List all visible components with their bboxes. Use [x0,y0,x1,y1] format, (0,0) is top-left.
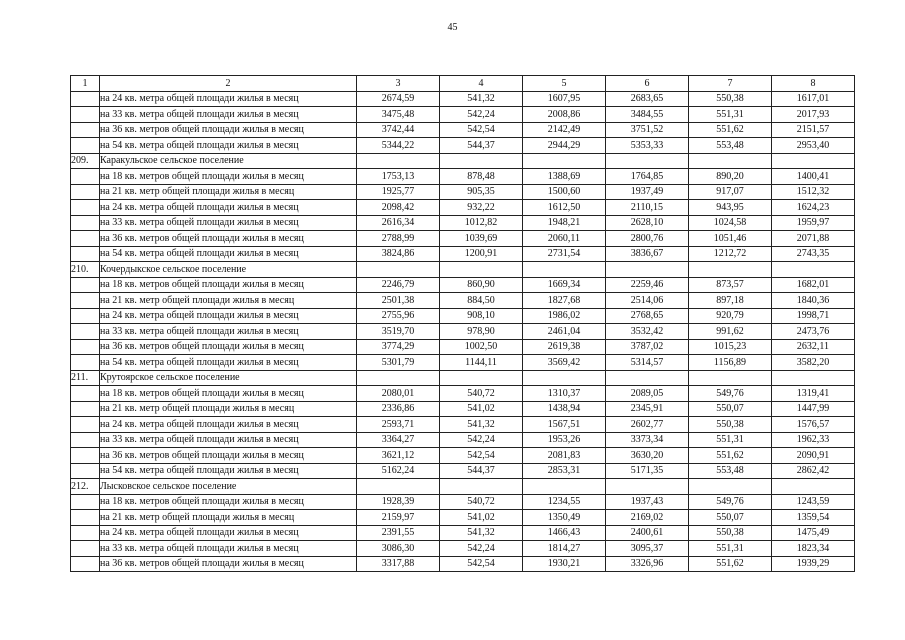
value-cell: 3751,52 [606,122,689,138]
value-cell: 1156,89 [689,355,772,371]
header-row [71,76,855,92]
table-row [71,417,855,433]
table-row [71,510,855,526]
value-cell: 897,18 [689,293,772,309]
value-cell: 3317,88 [357,556,440,572]
value-cell: 2683,65 [606,91,689,107]
value-cell: 2853,31 [523,463,606,479]
value-cell: 540,72 [440,386,523,402]
row-number-cell [71,138,100,154]
value-cell: 1669,34 [523,277,606,293]
value-cell: 542,54 [440,448,523,464]
row-label: на 54 кв. метра общей площади жилья в месяц [100,463,357,479]
value-cell: 1475,49 [772,525,855,541]
value-cell: 3519,70 [357,324,440,340]
table-row [71,293,855,309]
value-cell: 551,62 [689,122,772,138]
value-cell: 1388,69 [523,169,606,185]
column-header: 3 [357,76,440,92]
value-cell: 1925,77 [357,184,440,200]
value-cell: 1012,82 [440,215,523,231]
value-cell: 2602,77 [606,417,689,433]
value-cell: 5171,35 [606,463,689,479]
row-label: на 24 кв. метра общей площади жилья в месяц [100,417,357,433]
value-cell: 1753,13 [357,169,440,185]
row-label: на 24 кв. метра общей площади жилья в месяц [100,308,357,324]
value-cell: 2501,38 [357,293,440,309]
value-cell: 2788,99 [357,231,440,247]
empty-cell [440,153,523,169]
value-cell: 1823,34 [772,541,855,557]
value-cell: 542,54 [440,556,523,572]
value-cell: 541,32 [440,417,523,433]
empty-cell [772,153,855,169]
value-cell: 551,31 [689,432,772,448]
value-cell: 3824,86 [357,246,440,262]
column-header: 2 [100,76,357,92]
empty-cell [606,262,689,278]
section-title: Каракульское сельское поселение [100,153,357,169]
section-title: Крутоярское сельское поселение [100,370,357,386]
empty-cell [357,370,440,386]
table-row [71,386,855,402]
row-label: на 18 кв. метров общей площади жилья в месяц [100,277,357,293]
row-number-cell [71,417,100,433]
value-cell: 2081,83 [523,448,606,464]
value-cell: 3774,29 [357,339,440,355]
table-row [71,215,855,231]
row-number-cell [71,215,100,231]
value-cell: 3086,30 [357,541,440,557]
column-header: 4 [440,76,523,92]
section-number: 210. [71,262,100,278]
value-cell: 5314,57 [606,355,689,371]
row-number-cell [71,122,100,138]
value-cell: 5353,33 [606,138,689,154]
value-cell: 978,90 [440,324,523,340]
row-label: на 33 кв. метра общей площади жилья в месяц [100,324,357,340]
row-label: на 54 кв. метра общей площади жилья в месяц [100,246,357,262]
table-row [71,541,855,557]
value-cell: 1567,51 [523,417,606,433]
value-cell: 540,72 [440,494,523,510]
value-cell: 1576,57 [772,417,855,433]
value-cell: 1438,94 [523,401,606,417]
row-label: на 36 кв. метров общей площади жилья в месяц [100,448,357,464]
empty-cell [689,479,772,495]
value-cell: 1930,21 [523,556,606,572]
section-title: Лысковское сельское поселение [100,479,357,495]
row-number-cell [71,556,100,572]
row-label: на 18 кв. метров общей площади жилья в месяц [100,494,357,510]
empty-cell [689,262,772,278]
value-cell: 2089,05 [606,386,689,402]
value-cell: 2159,97 [357,510,440,526]
table-row [71,556,855,572]
table-row [71,107,855,123]
value-cell: 884,50 [440,293,523,309]
row-number-cell [71,184,100,200]
column-header: 5 [523,76,606,92]
table-row [71,138,855,154]
value-cell: 2017,93 [772,107,855,123]
empty-cell [523,153,606,169]
value-cell: 1937,49 [606,184,689,200]
row-label: на 21 кв. метр общей площади жилья в месяц [100,293,357,309]
value-cell: 3742,44 [357,122,440,138]
row-label: на 24 кв. метра общей площади жилья в месяц [100,525,357,541]
section-title: Кочердыкское сельское поселение [100,262,357,278]
table-row [71,432,855,448]
value-cell: 1764,85 [606,169,689,185]
value-cell: 2080,01 [357,386,440,402]
empty-cell [689,153,772,169]
value-cell: 890,20 [689,169,772,185]
table-row [71,324,855,340]
row-number-cell [71,339,100,355]
value-cell: 2514,06 [606,293,689,309]
value-cell: 917,07 [689,184,772,200]
value-cell: 2731,54 [523,246,606,262]
value-cell: 1928,39 [357,494,440,510]
empty-cell [357,153,440,169]
row-label: на 36 кв. метров общей площади жилья в месяц [100,122,357,138]
tariff-table [70,75,855,572]
value-cell: 2151,57 [772,122,855,138]
value-cell: 1962,33 [772,432,855,448]
value-cell: 1144,11 [440,355,523,371]
row-number-cell [71,494,100,510]
value-cell: 1617,01 [772,91,855,107]
value-cell: 541,32 [440,525,523,541]
value-cell: 873,57 [689,277,772,293]
row-label: на 36 кв. метров общей площади жилья в месяц [100,339,357,355]
value-cell: 1607,95 [523,91,606,107]
empty-cell [606,479,689,495]
value-cell: 1948,21 [523,215,606,231]
row-label: на 24 кв. метра общей площади жилья в месяц [100,200,357,216]
table-row [71,184,855,200]
column-header: 8 [772,76,855,92]
value-cell: 1015,23 [689,339,772,355]
value-cell: 1024,58 [689,215,772,231]
value-cell: 541,32 [440,91,523,107]
row-label: на 21 кв. метр общей площади жилья в месяц [100,184,357,200]
table-row [71,91,855,107]
value-cell: 3326,96 [606,556,689,572]
value-cell: 1986,02 [523,308,606,324]
value-cell: 1814,27 [523,541,606,557]
column-header: 1 [71,76,100,92]
row-number-cell [71,200,100,216]
value-cell: 3836,67 [606,246,689,262]
table-row [71,494,855,510]
table-row [71,169,855,185]
row-number-cell [71,246,100,262]
value-cell: 551,31 [689,107,772,123]
value-cell: 549,76 [689,386,772,402]
row-number-cell [71,231,100,247]
row-number-cell [71,541,100,557]
value-cell: 2953,40 [772,138,855,154]
empty-cell [606,370,689,386]
value-cell: 2768,65 [606,308,689,324]
value-cell: 3621,12 [357,448,440,464]
value-cell: 541,02 [440,401,523,417]
value-cell: 2391,55 [357,525,440,541]
value-cell: 553,48 [689,138,772,154]
value-cell: 553,48 [689,463,772,479]
row-number-cell [71,355,100,371]
row-number-cell [71,107,100,123]
row-label: на 24 кв. метра общей площади жилья в месяц [100,91,357,107]
value-cell: 2619,38 [523,339,606,355]
value-cell: 1953,26 [523,432,606,448]
value-cell: 905,35 [440,184,523,200]
row-label: на 33 кв. метра общей площади жилья в месяц [100,215,357,231]
value-cell: 1959,97 [772,215,855,231]
empty-cell [440,479,523,495]
value-cell: 2110,15 [606,200,689,216]
table-row [71,448,855,464]
table-row [71,277,855,293]
value-cell: 551,62 [689,448,772,464]
value-cell: 2060,11 [523,231,606,247]
value-cell: 1212,72 [689,246,772,262]
value-cell: 1512,32 [772,184,855,200]
value-cell: 1200,91 [440,246,523,262]
value-cell: 2473,76 [772,324,855,340]
table-row [71,463,855,479]
value-cell: 2169,02 [606,510,689,526]
value-cell: 2142,49 [523,122,606,138]
value-cell: 2259,46 [606,277,689,293]
value-cell: 932,22 [440,200,523,216]
table-row [71,246,855,262]
value-cell: 542,24 [440,541,523,557]
row-label: на 21 кв. метр общей площади жилья в месяц [100,401,357,417]
table-row [71,401,855,417]
row-number-cell [71,91,100,107]
row-number-cell [71,401,100,417]
value-cell: 2628,10 [606,215,689,231]
value-cell: 1002,50 [440,339,523,355]
value-cell: 860,90 [440,277,523,293]
value-cell: 2345,91 [606,401,689,417]
row-number-cell [71,277,100,293]
value-cell: 1682,01 [772,277,855,293]
value-cell: 3484,55 [606,107,689,123]
column-header: 7 [689,76,772,92]
empty-cell [357,262,440,278]
value-cell: 2632,11 [772,339,855,355]
value-cell: 1939,29 [772,556,855,572]
value-cell: 550,07 [689,510,772,526]
empty-cell [357,479,440,495]
row-label: на 36 кв. метров общей площади жилья в месяц [100,231,357,247]
value-cell: 3787,02 [606,339,689,355]
table-row [71,355,855,371]
value-cell: 2755,96 [357,308,440,324]
row-label: на 54 кв. метра общей площади жилья в месяц [100,355,357,371]
value-cell: 2800,76 [606,231,689,247]
value-cell: 3373,34 [606,432,689,448]
value-cell: 2461,04 [523,324,606,340]
value-cell: 550,38 [689,417,772,433]
empty-cell [772,262,855,278]
value-cell: 3364,27 [357,432,440,448]
value-cell: 1243,59 [772,494,855,510]
value-cell: 2743,35 [772,246,855,262]
value-cell: 2944,29 [523,138,606,154]
value-cell: 943,95 [689,200,772,216]
value-cell: 1447,99 [772,401,855,417]
row-label: на 21 кв. метр общей площади жилья в месяц [100,510,357,526]
empty-cell [689,370,772,386]
row-label: на 18 кв. метров общей площади жилья в месяц [100,386,357,402]
empty-cell [606,153,689,169]
value-cell: 2400,61 [606,525,689,541]
empty-cell [523,262,606,278]
page-number: 45 [447,22,458,33]
section-number: 209. [71,153,100,169]
empty-cell [772,370,855,386]
value-cell: 2616,34 [357,215,440,231]
value-cell: 2090,91 [772,448,855,464]
value-cell: 2674,59 [357,91,440,107]
row-label: на 18 кв. метров общей площади жилья в месяц [100,169,357,185]
value-cell: 542,24 [440,432,523,448]
row-number-cell [71,169,100,185]
value-cell: 1400,41 [772,169,855,185]
value-cell: 3475,48 [357,107,440,123]
row-label: на 36 кв. метров общей площади жилья в месяц [100,556,357,572]
value-cell: 550,38 [689,525,772,541]
row-number-cell [71,308,100,324]
column-header: 6 [606,76,689,92]
row-number-cell [71,386,100,402]
section-row [71,370,855,386]
value-cell: 1624,23 [772,200,855,216]
value-cell: 3532,42 [606,324,689,340]
section-number: 211. [71,370,100,386]
value-cell: 2098,42 [357,200,440,216]
row-label: на 33 кв. метра общей площади жилья в месяц [100,541,357,557]
value-cell: 1039,69 [440,231,523,247]
value-cell: 991,62 [689,324,772,340]
value-cell: 2862,42 [772,463,855,479]
row-number-cell [71,432,100,448]
value-cell: 1998,71 [772,308,855,324]
row-number-cell [71,448,100,464]
value-cell: 878,48 [440,169,523,185]
value-cell: 551,31 [689,541,772,557]
empty-cell [523,479,606,495]
section-row [71,262,855,278]
row-number-cell [71,463,100,479]
table-row [71,122,855,138]
value-cell: 1612,50 [523,200,606,216]
table-row [71,308,855,324]
table-row [71,200,855,216]
value-cell: 550,07 [689,401,772,417]
table-row [71,231,855,247]
value-cell: 544,37 [440,138,523,154]
value-cell: 2008,86 [523,107,606,123]
row-label: на 33 кв. метра общей площади жилья в месяц [100,432,357,448]
value-cell: 5301,79 [357,355,440,371]
value-cell: 1466,43 [523,525,606,541]
table-row [71,525,855,541]
row-label: на 54 кв. метра общей площади жилья в месяц [100,138,357,154]
value-cell: 541,02 [440,510,523,526]
value-cell: 542,54 [440,122,523,138]
empty-cell [440,262,523,278]
value-cell: 549,76 [689,494,772,510]
value-cell: 542,24 [440,107,523,123]
value-cell: 908,10 [440,308,523,324]
value-cell: 1500,60 [523,184,606,200]
value-cell: 2336,86 [357,401,440,417]
row-number-cell [71,510,100,526]
value-cell: 544,37 [440,463,523,479]
section-number: 212. [71,479,100,495]
value-cell: 2593,71 [357,417,440,433]
value-cell: 1827,68 [523,293,606,309]
row-number-cell [71,525,100,541]
value-cell: 1051,46 [689,231,772,247]
section-row [71,153,855,169]
value-cell: 5344,22 [357,138,440,154]
value-cell: 551,62 [689,556,772,572]
value-cell: 3630,20 [606,448,689,464]
value-cell: 1359,54 [772,510,855,526]
value-cell: 1310,37 [523,386,606,402]
value-cell: 3569,42 [523,355,606,371]
value-cell: 5162,24 [357,463,440,479]
value-cell: 1937,43 [606,494,689,510]
value-cell: 3095,37 [606,541,689,557]
empty-cell [772,479,855,495]
empty-cell [523,370,606,386]
value-cell: 2246,79 [357,277,440,293]
value-cell: 1350,49 [523,510,606,526]
empty-cell [440,370,523,386]
section-row [71,479,855,495]
value-cell: 550,38 [689,91,772,107]
value-cell: 920,79 [689,308,772,324]
row-number-cell [71,324,100,340]
row-label: на 33 кв. метра общей площади жилья в месяц [100,107,357,123]
value-cell: 3582,20 [772,355,855,371]
value-cell: 1319,41 [772,386,855,402]
table-row [71,339,855,355]
value-cell: 2071,88 [772,231,855,247]
value-cell: 1234,55 [523,494,606,510]
row-number-cell [71,293,100,309]
value-cell: 1840,36 [772,293,855,309]
